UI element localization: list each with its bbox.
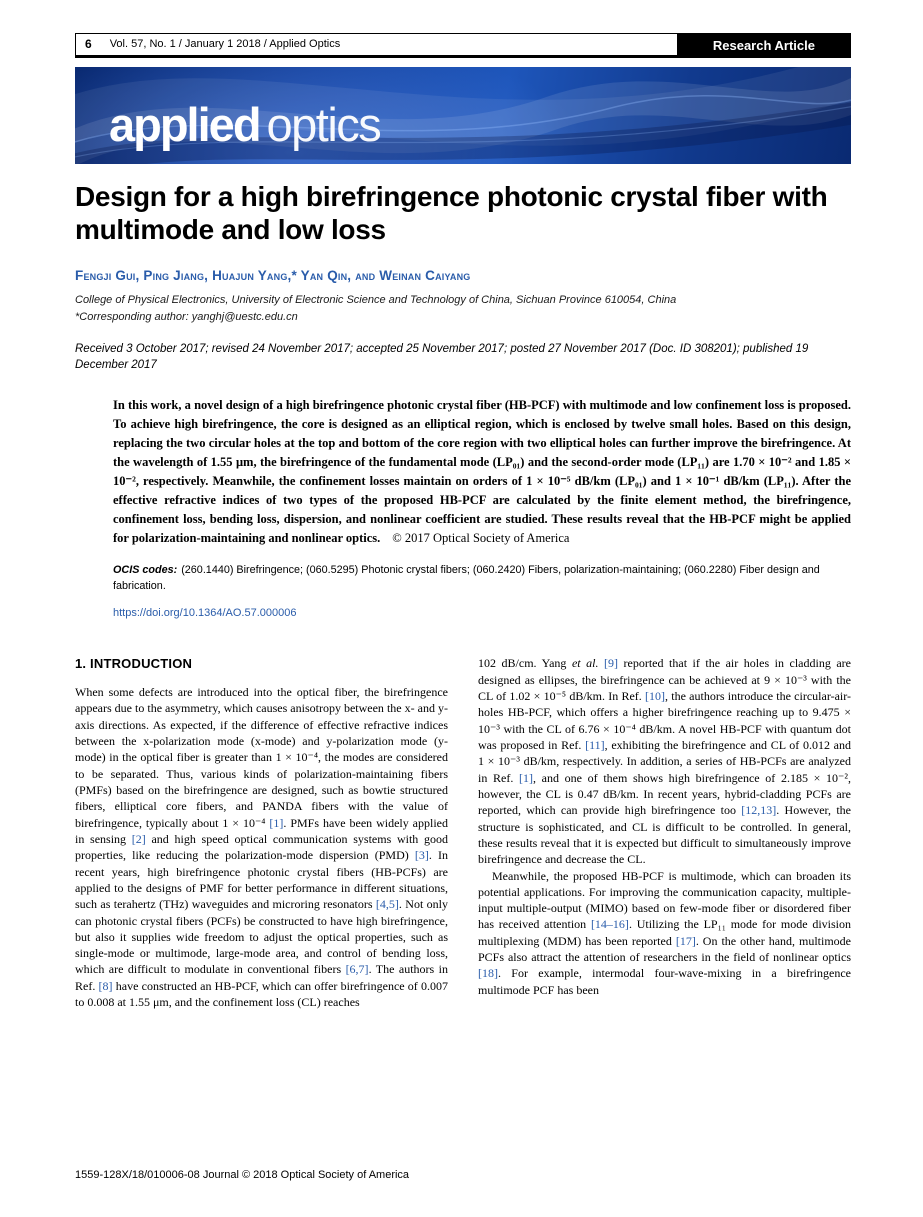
abstract-text: In this work, a novel design of a high birefringence photonic crystal fiber (HB-PCF) with multimode and low confinement loss is proposed. To achieve high birefringence, the core is designed as an elliptical region, which is enclosed by twelve small holes. Based on this design, replacing the two circular holes at the top and bottom of the core region with two elliptical holes can further improve the birefringence. At the wavelength of 1.55 μm, the birefringence of the fundamental mode (LP₀₁) and the second-order mode (LP₁₁) are 1.70 × 10⁻² and 1.85 × 10⁻², respectively. Meanwhile, the confinement losses maintain on orders of 1 × 10⁻⁵ dB/km (LP₀₁) and 1 × 10⁻¹ dB/km (LP₁₁). After the effective refractive indices of two types of the proposed HB-PCF are calculated by the finite element method, the birefringence, confinement loss, bending loss, dispersion, and nonlinear coefficient are studied. These results reveal that the HB-PCF might be applied for polarization-maintaining and nonlinear optics. xyxy=(113,398,851,546)
citation-link[interactable]: [17] xyxy=(675,933,696,948)
citation-link[interactable]: [1] xyxy=(269,815,284,830)
affiliation: College of Physical Electronics, University of Electronic Science and Technology of China, Sichuan Province 610054, China xyxy=(75,294,677,307)
citation-link[interactable]: [8] xyxy=(98,978,113,993)
ocis-label: OCIS codes: xyxy=(113,564,178,577)
article-title: Design for a high birefringence photonic crystal fiber with multimode and low loss xyxy=(75,181,828,246)
citation-link[interactable]: [9] xyxy=(604,656,618,671)
body-paragraph: Meanwhile, the proposed HB-PCF is multimode, which can broaden its potential applications. For improving the communication capacity, multiple-input multiple-output (MIMO) based on few-mode fiber or disordered fiber has received attention [14–16]. Utilizing the LP₁₁ mode for mode division multiplexing (MDM) has been reported [17]. On the other hand, multimode PCFs also attract the attention of researchers in the field of nonlinear optics [18]. For example, intermodal four-wave-mixing in a birefringence multimode PCF has been xyxy=(478,868,851,997)
body-paragraph: When some defects are introduced into the optical fiber, the birefringence appears due to the asymmetry, which causes anisotropy between the x- and y-axis directions. As expected, if the difference of effective refractive indices between the x-polarization mode (x-mode) and y-polarization mode (y-mode) in the optical fiber is greater than 1 × 10⁻⁴, the modes are considered to be separated. Thus, various kinds of polarization-maintaining fibers (PMFs) based on the birefringence are designed, such as bowtie structured fibers, elliptical core fibers, and PANDA fibers with the value of birefringence, typically about 1 × 10⁻⁴ [1]. PMFs have been widely applied in sensing [2] and high speed optical communication systems with good properties, like reducing the polarization-mode dispersion (PMD) [3]. In recent years, high birefringence photonic crystal fibers (HB-PCFs) are applied to the designs of PMF for better performance in different situations, such as terahertz (THz) waveguides and microring resonators [4,5]. Not only can photonic crystal fibers (PCFs) be constructed to have high birefringence, but also it supplies wide freedom to adjust the optical properties, such as single-mode or multimode, large-mode area, and control of bending loss, which are difficult to modulate in conventional fibers [6,7]. The authors in Ref. [8] have constructed an HB-PCF, which can offer birefringence of 0.007 to 0.008 at 1.55 μm, and the confinement loss (CL) reaches xyxy=(75,685,449,1010)
logo-word-applied: applied xyxy=(109,98,260,151)
citation-link[interactable]: [6,7] xyxy=(345,962,369,977)
research-article-badge: Research Article xyxy=(677,33,851,58)
page-header xyxy=(75,33,851,58)
author-list: Fengji Gui, Ping Jiang, Huajun Yang,* Yan Qin, and Weinan Caiyang xyxy=(75,268,471,284)
body-columns xyxy=(75,655,851,1010)
journal-banner xyxy=(75,67,851,164)
copyright-footer: 1559-128X/18/010006-08 Journal © 2018 Optical Society of America xyxy=(75,1169,410,1181)
page-content xyxy=(75,0,851,1010)
applied-optics-logo xyxy=(109,98,381,151)
citation-link[interactable]: [2] xyxy=(131,831,146,846)
citation-link[interactable]: [1] xyxy=(519,770,533,785)
ocis-codes xyxy=(113,562,851,594)
citation-link[interactable]: [11] xyxy=(585,738,605,753)
citation-link[interactable]: [12,13] xyxy=(741,803,777,818)
article-history: Received 3 October 2017; revised 24 November 2017; accepted 25 November 2017; posted 27 November 2017 (Doc. ID 308201); published 19 December 2017 xyxy=(75,342,809,372)
left-column xyxy=(75,655,448,1010)
ocis-text: (260.1440) Birefringence; (060.5295) Photonic crystal fibers; (060.2420) Fibers, polarization-maintaining; (060.2280) Fiber design and fabrication. xyxy=(113,564,820,593)
citation-link[interactable]: [10] xyxy=(645,689,666,704)
section-heading-introduction: 1. INTRODUCTION xyxy=(75,656,193,672)
citation-link[interactable]: [3] xyxy=(414,848,429,863)
citation-link[interactable]: [18] xyxy=(478,966,498,981)
logo-word-optics: optics xyxy=(266,98,381,151)
copyright-notice: © 2017 Optical Society of America xyxy=(392,531,570,546)
page-number: 6 xyxy=(85,37,92,51)
corresponding-author: *Corresponding author: yanghj@uestc.edu.cn xyxy=(75,310,298,323)
body-paragraph: 102 dB/cm. Yang et al. [9] reported that if the air holes in cladding are designed as ellipses, the birefringence can be achieved at 9 × 10⁻³ with the CL of 1.02 × 10⁻⁵ dB/km. In Ref. [10], the authors introduce the circular-air-holes HB-PCF, which offers a higher birefringence reaching up to 9.475 × 10⁻³ with the CL of 6.76 × 10⁻⁴ dB/km. A novel HB-PCF with quantum dot was proposed in Ref. [11], exhibiting the birefringence and CL of 0.012 and 1 × 10⁻³ dB/km, respectively. In addition, a series of HB-PCFs are analyzed in Ref. [1], and one of them shows high birefringence of 2.185 × 10⁻², however, the CL is 0.47 dB/km. In recent years, hybrid-cladding PCFs are reported, which can provide high birefringence too [12,13]. However, the structure is sophisticated, and CL is difficult to be controlled. In general, these results reveal that it is expected but difficult to simultaneously improve birefringence and decrease the CL. xyxy=(478,656,852,867)
header-journal-strip xyxy=(75,33,677,58)
journal-citation-info: Vol. 57, No. 1 / January 1 2018 / Applied Optics xyxy=(109,38,341,50)
citation-link[interactable]: [4,5] xyxy=(375,897,399,912)
abstract xyxy=(113,396,851,548)
citation-link[interactable]: [14–16] xyxy=(590,917,629,932)
right-column xyxy=(478,655,851,1010)
doi-link[interactable]: https://doi.org/10.1364/AO.57.000006 xyxy=(113,607,297,620)
